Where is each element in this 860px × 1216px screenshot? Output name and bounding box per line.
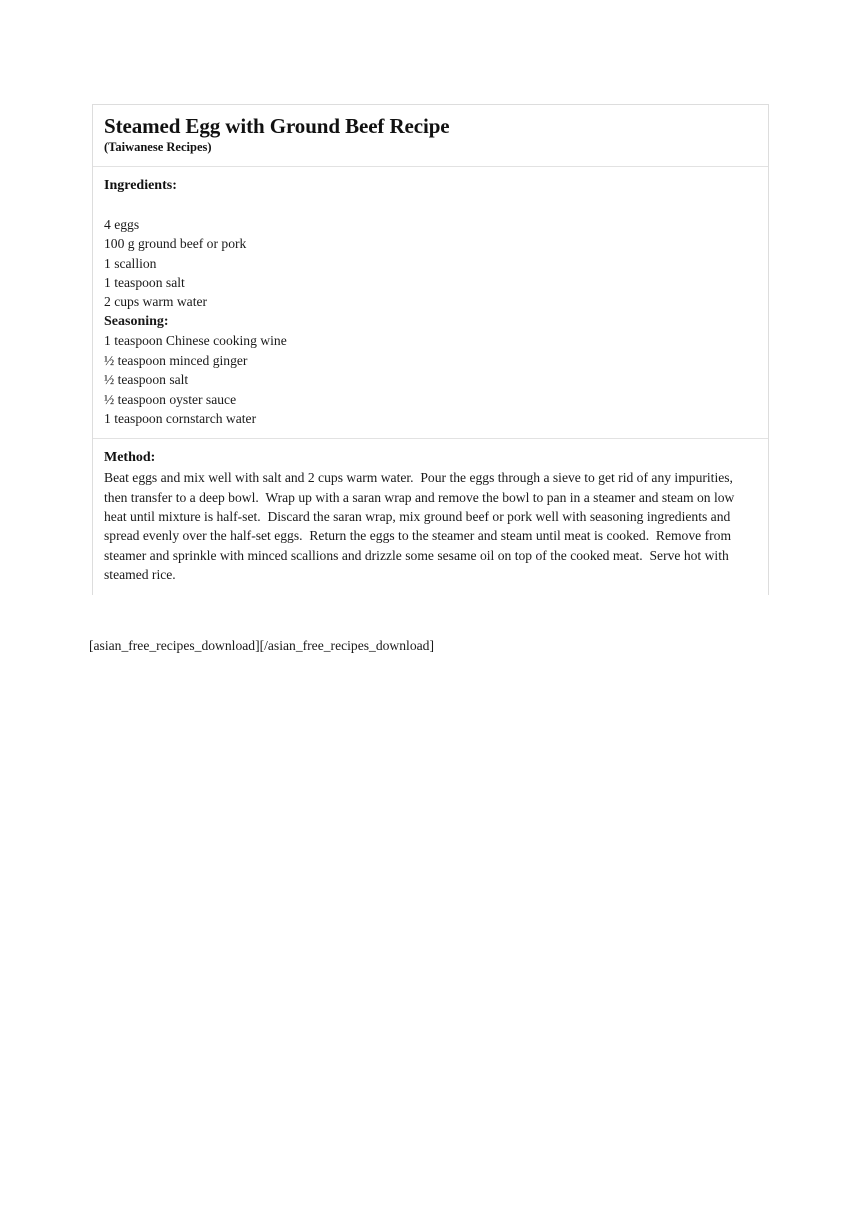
page-subtitle: (Taiwanese Recipes) [104,140,212,155]
list-item: 2 cups warm water [104,294,208,310]
recipe-card [92,104,769,595]
list-item: 1 teaspoon salt [104,275,185,291]
list-item: ½ teaspoon salt [104,372,189,388]
list-item: ½ teaspoon minced ginger [104,352,248,368]
seasoning-heading: Seasoning: [104,313,169,329]
method-heading: Method: [104,450,156,466]
ingredients-section [93,166,768,438]
ingredients-list [104,215,757,428]
list-item: ½ teaspoon oyster sauce [104,391,237,407]
recipe-header-section [93,105,768,166]
method-section [93,438,768,594]
page-title: Steamed Egg with Ground Beef Recipe [104,114,450,138]
ingredients-spacer [104,196,757,215]
list-item: 100 g ground beef or pork [104,236,247,252]
list-item: 1 teaspoon Chinese cooking wine [104,333,287,349]
list-item: 4 eggs [104,216,140,232]
ingredients-heading: Ingredients: [104,177,177,193]
download-shortcode-text: [asian_free_recipes_download][/asian_free_recipes_download] [89,638,434,653]
list-item: 1 teaspoon cornstarch water [104,410,257,426]
method-body-text: Beat eggs and mix well with salt and 2 cups warm water. Pour the eggs through a sieve to get rid of any impurities, then transfer to a deep bowl. Wrap up with a saran wrap and remove the bowl to pan in a steamer and steam on low heat until mixture is half-set. Discard the saran wrap, mix ground beef or pork well with seasoning ingredients and spread evenly over the half-set eggs. Return the eggs to the steamer and steam until meat is cooked. Remove from steamer and sprinkle with minced scallions and drizzle some sesame oil on top of the cooked meat. Serve hot with steamed rice. [104,470,738,583]
list-item: 1 scallion [104,255,157,271]
